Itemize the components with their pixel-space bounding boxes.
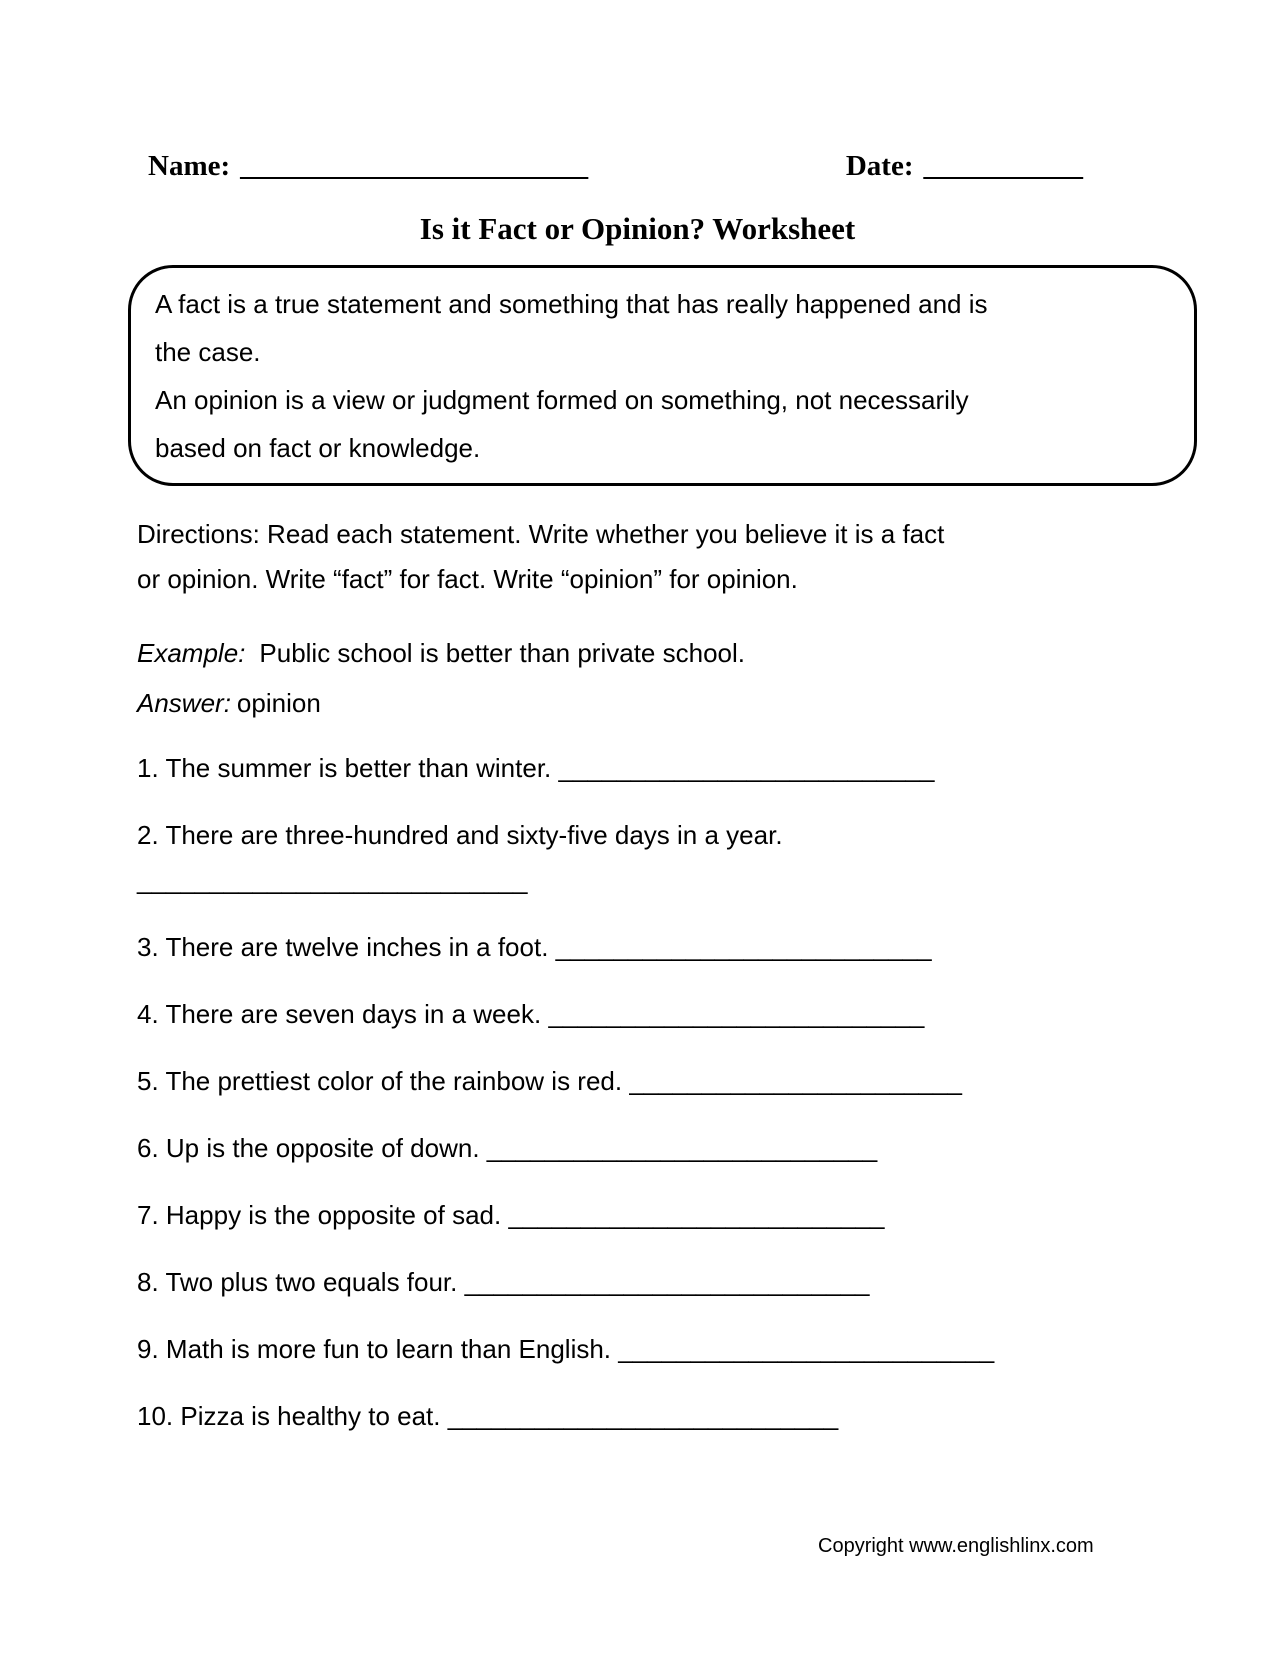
date-label: Date: (845, 150, 914, 182)
question-text: 3. There are twelve inches in a foot. (137, 932, 549, 962)
answer-line (137, 678, 1152, 728)
answer-blank: ___________________________ (486, 1133, 878, 1163)
definition-box (128, 265, 1197, 486)
header-row (148, 146, 1083, 186)
question-text: 1. The summer is better than winter. (137, 753, 552, 783)
example-text: Public school is better than private school. (259, 638, 745, 668)
question-item-5 (137, 1059, 1152, 1104)
question-item-6 (137, 1126, 1152, 1171)
answer-blank: ___________________________ (137, 865, 528, 895)
question-text: 8. Two plus two equals four. (137, 1267, 458, 1297)
question-item-9 (137, 1327, 1152, 1372)
definition-line: An opinion is a view or judgment formed on something, not necessarily (155, 385, 969, 415)
directions-line: or opinion. Write “fact” for fact. Write “opinion” for opinion. (137, 564, 798, 594)
question-item-4 (137, 992, 1152, 1037)
answer-blank: __________________________ (508, 1200, 885, 1230)
question-text: 6. Up is the opposite of down. (137, 1133, 480, 1163)
question-list (137, 746, 1152, 1461)
directions-line: Directions: Read each statement. Write whether you believe it is a fact (137, 519, 945, 549)
name-blank-line: ________________________ (240, 150, 589, 182)
date-field (846, 146, 1083, 186)
question-item-7 (137, 1193, 1152, 1238)
worksheet-title: Is it Fact or Opinion? Worksheet (419, 211, 856, 246)
answer-label: Answer: (137, 688, 231, 718)
name-label: Name: (148, 150, 231, 182)
directions-text (137, 512, 1152, 602)
question-text: 5. The prettiest color of the rainbow is red. (137, 1066, 623, 1096)
answer-blank: __________________________ (558, 753, 935, 783)
question-item-8 (137, 1260, 1152, 1305)
name-field (148, 146, 588, 186)
example-label: Example: (137, 638, 246, 668)
example-block (137, 628, 1152, 728)
question-item-3 (137, 925, 1152, 970)
answer-blank: __________________________ (548, 999, 925, 1029)
answer-blank: ___________________________ (447, 1401, 839, 1431)
question-text: 10. Pizza is healthy to eat. (137, 1401, 441, 1431)
definition-line: based on fact or knowledge. (155, 433, 481, 463)
answer-blank: _______________________ (629, 1066, 962, 1096)
answer-blank: __________________________ (618, 1334, 995, 1364)
answer-blank: __________________________ (555, 932, 932, 962)
answer-text: opinion (236, 688, 321, 718)
question-text: 7. Happy is the opposite of sad. (137, 1200, 502, 1230)
question-item-2 (137, 813, 1152, 903)
definition-line: A fact is a true statement and something that has really happened and is (155, 289, 988, 319)
question-text: 4. There are seven days in a week. (137, 999, 542, 1029)
question-item-1 (137, 746, 1152, 791)
copyright-text: Copyright www.englishlinx.com (818, 1535, 1094, 1557)
question-text: 2. There are three-hundred and sixty-five days in a year. (137, 820, 783, 850)
definition-line: the case. (155, 337, 261, 367)
date-blank-line: ___________ (923, 150, 1083, 182)
question-item-10 (137, 1394, 1152, 1439)
example-line (137, 628, 1152, 678)
answer-blank: ____________________________ (464, 1267, 870, 1297)
question-text: 9. Math is more fun to learn than English. (137, 1334, 612, 1364)
